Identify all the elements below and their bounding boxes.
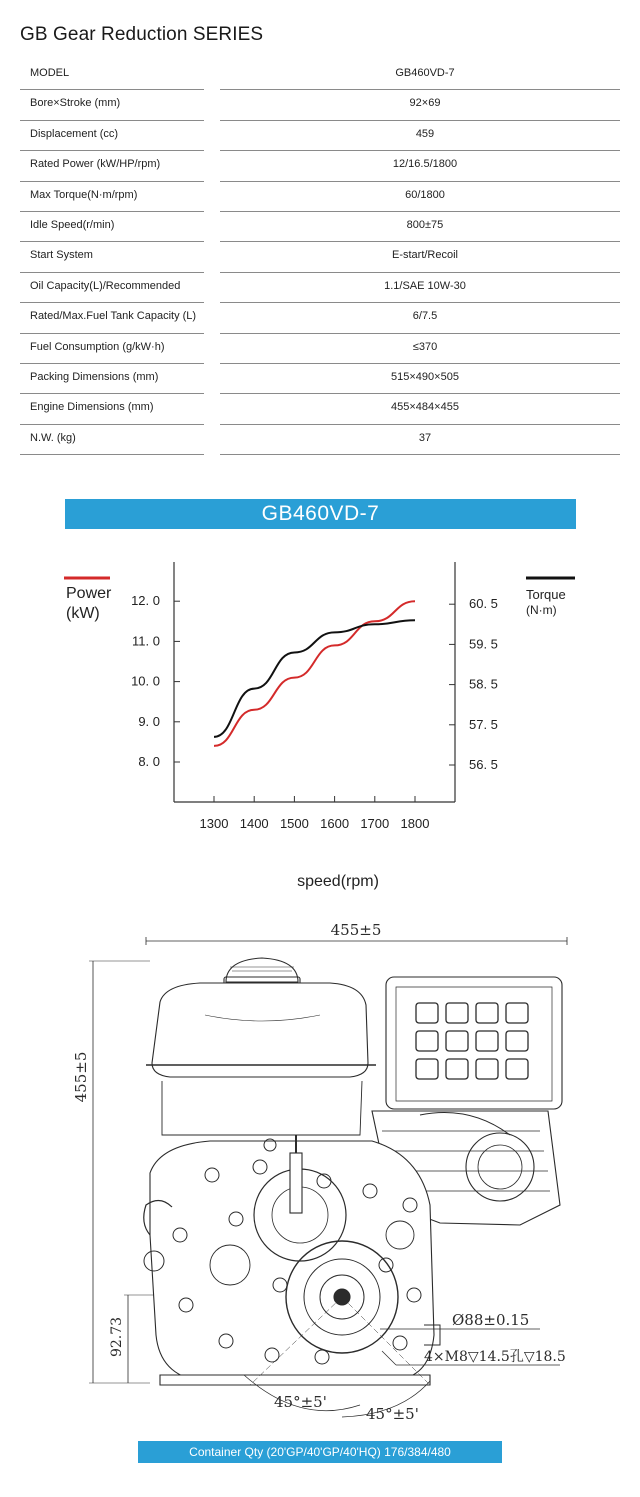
spec-value: 60/1800 xyxy=(405,188,445,201)
x-axis-label: speed(rpm) xyxy=(297,873,379,890)
spec-value: GB460VD-7 xyxy=(395,67,455,79)
series-line-torque xyxy=(214,620,415,737)
legend-power-unit: (kW) xyxy=(66,605,100,622)
x-tick-label: 1600 xyxy=(320,816,350,831)
row-divider xyxy=(20,454,204,455)
legend-torque-name: Torque xyxy=(526,587,566,602)
spec-value: 6/7.5 xyxy=(412,310,438,323)
x-tick-label: 1500 xyxy=(279,816,309,831)
y-left-tick-label: 12. 0 xyxy=(131,593,160,609)
x-tick-label: 1800 xyxy=(400,816,430,831)
spec-row xyxy=(20,60,620,90)
spec-row xyxy=(20,121,620,151)
spec-label: Engine Dimensions (mm) xyxy=(30,401,154,414)
spec-label: Fuel Consumption (g/kW·h) xyxy=(30,340,165,353)
dim-shaft-dia-label: Ø88±0.15 xyxy=(452,1311,530,1329)
engine-drawing xyxy=(0,905,640,1435)
spec-value: ≤370 xyxy=(412,340,438,353)
spec-value: E-start/Recoil xyxy=(391,249,459,262)
spec-label: Max Torque(N·m/rpm) xyxy=(30,188,138,201)
y-left-tick-label: 10. 0 xyxy=(131,673,160,689)
cooling-guard xyxy=(386,977,562,1109)
row-divider xyxy=(220,454,620,455)
dim-shaft-height-label: 92.73 xyxy=(109,1316,125,1358)
y-left-tick-label: 8. 0 xyxy=(138,754,160,769)
spec-row xyxy=(20,212,620,242)
x-tick-label: 1300 xyxy=(199,816,229,831)
spec-value: 37 xyxy=(418,431,432,444)
spec-label: Rated Power (kW/HP/rpm) xyxy=(30,158,161,171)
dim-holes-label: 4×M8▽14.5孔▽18.5 xyxy=(424,1349,566,1365)
spec-row xyxy=(20,303,620,333)
spec-label: Bore×Stroke (mm) xyxy=(30,97,121,110)
spec-label: Start System xyxy=(30,249,93,262)
fuel-cap xyxy=(224,958,300,985)
spec-value: 1.1/SAE 10W-30 xyxy=(384,279,466,292)
spec-value: 800±75 xyxy=(406,218,444,231)
y-right-tick-label: 56. 5 xyxy=(469,757,498,772)
y-right-tick-label: 59. 5 xyxy=(469,636,498,652)
y-left-tick-label: 11. 0 xyxy=(132,633,160,649)
spec-table xyxy=(20,60,620,455)
spec-row xyxy=(20,242,620,272)
spec-label: Displacement (cc) xyxy=(30,127,119,140)
spec-label: Packing Dimensions (mm) xyxy=(30,370,159,383)
legend-torque-unit: (N·m) xyxy=(526,603,557,617)
spec-row xyxy=(20,364,620,394)
spec-label: MODEL xyxy=(30,67,70,79)
spec-row xyxy=(20,90,620,120)
power-torque-chart xyxy=(0,540,640,900)
spec-label: Idle Speed(r/min) xyxy=(30,218,115,231)
spec-row xyxy=(20,394,620,424)
spec-value: 92×69 xyxy=(409,97,441,110)
chart-lines xyxy=(214,601,415,746)
dim-width-label: 455±5 xyxy=(330,921,382,939)
legend-power-name: Power xyxy=(66,585,112,602)
fuel-tank xyxy=(146,983,376,1135)
dimension-width xyxy=(146,921,567,945)
spec-value: 12/16.5/1800 xyxy=(392,158,458,171)
x-tick-label: 1700 xyxy=(360,816,390,831)
chart-axes xyxy=(174,562,455,802)
chart-banner: GB460VD-7 xyxy=(65,499,576,529)
spec-row xyxy=(20,273,620,303)
spec-value: 455×484×455 xyxy=(391,401,459,414)
spec-row xyxy=(20,334,620,364)
spec-label: Oil Capacity(L)/Recommended xyxy=(30,279,181,292)
y-right-tick-label: 60. 5 xyxy=(469,596,498,612)
spec-row xyxy=(20,182,620,212)
x-tick-label: 1400 xyxy=(239,816,269,831)
spec-label: N.W. (kg) xyxy=(30,431,76,444)
y-right-tick-label: 58. 5 xyxy=(469,676,498,692)
page-title: GB Gear Reduction SERIES xyxy=(20,24,264,45)
dim-angle-left-label: 45°±5' xyxy=(274,1393,327,1411)
y-right-tick-label: 57. 5 xyxy=(469,716,498,732)
spec-label: Rated/Max.Fuel Tank Capacity (L) xyxy=(30,310,197,323)
dim-angle-right-label: 45°±5' xyxy=(366,1405,419,1423)
spec-row xyxy=(20,425,620,455)
chart-ticks xyxy=(131,593,498,831)
spec-value: 515×490×505 xyxy=(391,370,459,383)
spec-value: 459 xyxy=(415,127,435,140)
container-qty-bar: Container Qty (20'GP/40'GP/40'HQ) 176/384/480 xyxy=(138,1441,502,1463)
spec-row xyxy=(20,151,620,181)
dim-height-label: 455±5 xyxy=(72,1051,90,1103)
y-left-tick-label: 9. 0 xyxy=(138,713,160,729)
